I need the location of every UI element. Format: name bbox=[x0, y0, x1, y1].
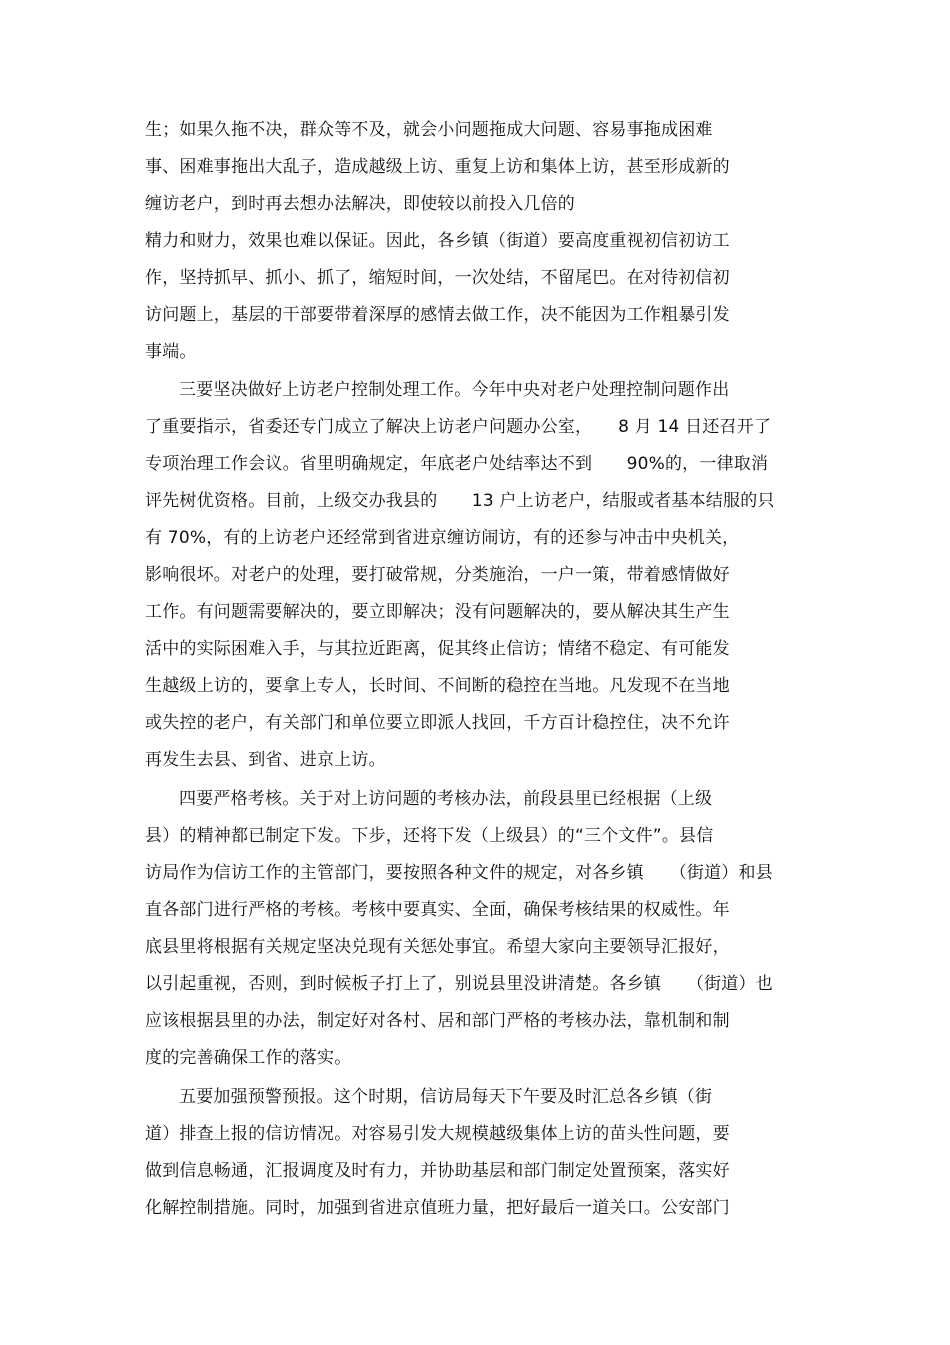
text-line: 直各部门进行严格的考核。考核中要真实、全面，确保考核结果的权威性。年 bbox=[145, 900, 730, 920]
text-line: 了重要指示，省委还专门成立了解决上访老户问题办公室， 8 月 14 日还召开了 bbox=[145, 417, 772, 437]
text-line: 道）排查上报的信访情况。对容易引发大规模越级集体上访的苗头性问题，要 bbox=[145, 1124, 730, 1144]
text-line: 有 70%，有的上访老户还经常到省进京缠访闹访，有的还参与冲击中央机关， bbox=[145, 528, 740, 548]
text-line: 做到信息畅通，汇报调度及时有力，并协助基层和部门制定处置预案，落实好 bbox=[145, 1161, 730, 1181]
text-line: 再发生去县、到省、进京上访。 bbox=[145, 750, 386, 770]
text-line: 生越级上访的，要拿上专人，长时间、不间断的稳控在当地。凡发现不在当地 bbox=[145, 676, 730, 696]
text-line: 底县里将根据有关规定坚决兑现有关惩处事宜。希望大家向主要领导汇报好， bbox=[145, 937, 730, 957]
text-line: 活中的实际困难入手，与其拉近距离，促其终止信访；情绪不稳定、有可能发 bbox=[145, 639, 730, 659]
paragraph-start-line: 三要坚决做好上访老户控制处理工作。今年中央对老户处理控制问题作出 bbox=[179, 380, 730, 400]
text-line: 作，坚持抓早、抓小、抓了，缩短时间，一次处结，不留尾巴。在对待初信初 bbox=[145, 268, 730, 288]
text-line: 县）的精神都已制定下发。下步，还将下发（上级县）的“三个文件”。县信 bbox=[145, 826, 714, 846]
paragraph-start-line: 四要严格考核。关于对上访问题的考核办法，前段县里已经根据（上级 bbox=[179, 789, 713, 809]
text-line: 精力和财力，效果也难以保证。因此，各乡镇（街道）要高度重视初信初访工 bbox=[145, 231, 730, 251]
text-line: 或失控的老户，有关部门和单位要立即派人找回，千方百计稳控住，决不允许 bbox=[145, 713, 730, 733]
text-line: 访局作为信访工作的主管部门，要按照各种文件的规定，对各乡镇 （街道）和县 bbox=[145, 863, 773, 883]
text-line: 应该根据县里的办法，制定好对各村、居和部门严格的考核办法，靠机制和制 bbox=[145, 1011, 730, 1031]
text-line: 生；如果久拖不决，群众等不及，就会小问题拖成大问题、容易事拖成困难 bbox=[145, 120, 713, 140]
text-line: 缠访老户，到时再去想办法解决，即使较以前投入几倍的 bbox=[145, 194, 575, 214]
paragraph-start-line: 五要加强预警预报。这个时期，信访局每天下午要及时汇总各乡镇（街 bbox=[179, 1087, 713, 1107]
text-line: 专项治理工作会议。省里明确规定，年底老户处结率达不到 90%的，一律取消 bbox=[145, 454, 769, 474]
text-line: 影响很坏。对老户的处理，要打破常规，分类施治，一户一策，带着感情做好 bbox=[145, 565, 730, 585]
text-line: 以引起重视，否则，到时候板子打上了，别说县里没讲清楚。各乡镇 （街道）也 bbox=[145, 974, 773, 994]
text-line: 度的完善确保工作的落实。 bbox=[145, 1048, 352, 1068]
text-line: 访问题上，基层的干部要带着深厚的感情去做工作，决不能因为工作粗暴引发 bbox=[145, 305, 730, 325]
text-line: 事端。 bbox=[145, 342, 197, 362]
text-line: 评先树优资格。目前，上级交办我县的 13 户上访老户，结服或者基本结服的只 bbox=[145, 491, 775, 511]
text-line: 工作。有问题需要解决的，要立即解决；没有问题解决的，要从解决其生产生 bbox=[145, 602, 730, 622]
text-line: 化解控制措施。同时，加强到省进京值班力量，把好最后一道关口。公安部门 bbox=[145, 1198, 730, 1218]
text-line: 事、困难事拖出大乱子，造成越级上访、重复上访和集体上访，甚至形成新的 bbox=[145, 157, 730, 177]
